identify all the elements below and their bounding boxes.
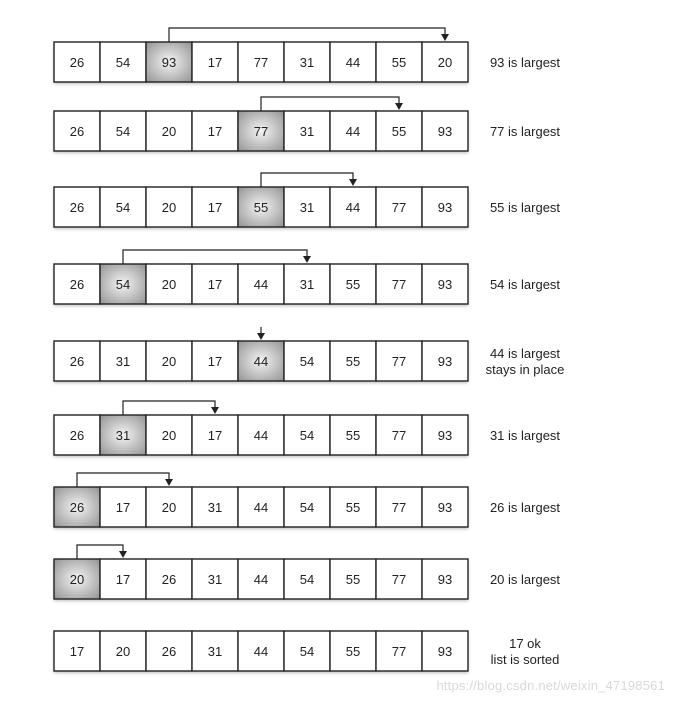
cell-value: 31: [207, 500, 223, 515]
cell-value: 20: [161, 428, 177, 443]
cell-value: 44: [345, 200, 361, 215]
cell-value: 17: [207, 277, 223, 292]
cell-value: 44: [253, 354, 269, 369]
cell-value: 20: [161, 500, 177, 515]
cell-value: 93: [437, 354, 453, 369]
cell-value: 44: [253, 428, 269, 443]
watermark-text: https://blog.csdn.net/weixin_47198561: [436, 678, 665, 693]
swap-arrow-line: [123, 250, 307, 264]
cell-value: 31: [299, 277, 315, 292]
cell-value: 17: [207, 428, 223, 443]
cell-value: 54: [299, 354, 315, 369]
swap-arrow-line: [261, 173, 353, 187]
cell-value: 77: [391, 500, 407, 515]
step-caption: 20 is largest: [489, 572, 561, 587]
step-caption: stays in place: [485, 362, 565, 377]
rows-layer: [54, 28, 564, 671]
cell-value: 93: [437, 428, 453, 443]
cell-value: 44: [345, 124, 361, 139]
cell-value: 93: [161, 55, 177, 70]
step-caption: 54 is largest: [489, 277, 561, 292]
sort-step-row: [54, 250, 560, 304]
cell-value: 31: [299, 55, 315, 70]
step-caption: 26 is largest: [489, 500, 561, 515]
cell-value: 93: [437, 277, 453, 292]
arrow-head-icon: [441, 34, 449, 41]
cell-value: 77: [253, 55, 269, 70]
cell-value: 55: [345, 572, 361, 587]
arrow-head-icon: [257, 333, 265, 340]
cell-value: 54: [299, 644, 315, 659]
cell-value: 54: [115, 124, 131, 139]
arrow-head-icon: [211, 407, 219, 414]
cell-value: 26: [69, 354, 85, 369]
sort-step-row: [54, 327, 564, 381]
cell-value: 55: [345, 277, 361, 292]
cell-value: 26: [161, 572, 177, 587]
cell-value: 26: [161, 644, 177, 659]
cell-value: 55: [253, 200, 269, 215]
sort-step-row: [54, 97, 560, 151]
cell-value: 55: [345, 500, 361, 515]
cell-value: 44: [253, 572, 269, 587]
cell-value: 44: [253, 644, 269, 659]
cell-value: 20: [437, 55, 453, 70]
cell-value: 55: [345, 354, 361, 369]
cell-value: 26: [69, 124, 85, 139]
cell-value: 93: [437, 500, 453, 515]
sort-step-row: [54, 173, 560, 227]
cell-value: 77: [391, 572, 407, 587]
arrow-head-icon: [349, 179, 357, 186]
sort-step-row: [54, 28, 560, 82]
cell-value: 31: [299, 124, 315, 139]
cell-value: 26: [69, 200, 85, 215]
cell-value: 77: [391, 354, 407, 369]
cell-value: 26: [69, 277, 85, 292]
cell-value: 17: [115, 500, 131, 515]
cell-value: 17: [115, 572, 131, 587]
cell-value: 17: [207, 354, 223, 369]
step-caption: 93 is largest: [489, 55, 561, 70]
cell-value: 20: [161, 200, 177, 215]
cell-value: 54: [115, 200, 131, 215]
cell-value: 55: [345, 428, 361, 443]
step-caption: 31 is largest: [489, 428, 561, 443]
cell-value: 93: [437, 644, 453, 659]
cell-value: 26: [69, 428, 85, 443]
cell-value: 17: [207, 55, 223, 70]
cell-value: 54: [115, 55, 131, 70]
cell-value: 31: [115, 354, 131, 369]
step-caption: 44 is largest: [489, 346, 561, 361]
swap-arrow-line: [77, 473, 169, 487]
swap-arrow-line: [169, 28, 445, 42]
cell-value: 20: [161, 124, 177, 139]
cell-value: 26: [69, 500, 85, 515]
swap-arrow-line: [261, 97, 399, 111]
cell-value: 54: [299, 428, 315, 443]
cell-value: 31: [299, 200, 315, 215]
swap-arrow-line: [123, 401, 215, 415]
cell-value: 26: [69, 55, 85, 70]
cell-value: 55: [391, 55, 407, 70]
cell-value: 93: [437, 200, 453, 215]
cell-value: 54: [115, 277, 131, 292]
cell-value: 77: [391, 644, 407, 659]
swap-arrow-line: [77, 545, 123, 559]
arrow-head-icon: [165, 479, 173, 486]
cell-value: 31: [115, 428, 131, 443]
cell-value: 20: [161, 354, 177, 369]
cell-value: 77: [391, 277, 407, 292]
arrow-head-icon: [395, 103, 403, 110]
cell-value: 17: [207, 124, 223, 139]
step-caption: list is sorted: [490, 652, 560, 667]
cell-value: 54: [299, 572, 315, 587]
cell-value: 77: [253, 124, 269, 139]
cell-value: 93: [437, 572, 453, 587]
step-caption: 17 ok: [509, 636, 541, 651]
cell-value: 77: [391, 428, 407, 443]
cell-value: 20: [115, 644, 131, 659]
cell-value: 44: [253, 500, 269, 515]
arrow-head-icon: [119, 551, 127, 558]
cell-value: 17: [207, 200, 223, 215]
sort-step-row: [54, 631, 559, 671]
sort-step-row: [54, 401, 560, 455]
cell-value: 31: [207, 644, 223, 659]
cell-value: 44: [345, 55, 361, 70]
step-caption: 77 is largest: [489, 124, 561, 139]
cell-value: 20: [69, 572, 85, 587]
cell-value: 20: [161, 277, 177, 292]
step-caption: 55 is largest: [489, 200, 561, 215]
cell-value: 44: [253, 277, 269, 292]
cell-value: 93: [437, 124, 453, 139]
cell-value: 31: [207, 572, 223, 587]
cell-value: 77: [391, 200, 407, 215]
sort-step-row: [54, 473, 560, 527]
cell-value: 55: [345, 644, 361, 659]
cell-value: 17: [69, 644, 85, 659]
arrow-head-icon: [303, 256, 311, 263]
sort-step-row: [54, 545, 560, 599]
cell-value: 55: [391, 124, 407, 139]
cell-value: 54: [299, 500, 315, 515]
